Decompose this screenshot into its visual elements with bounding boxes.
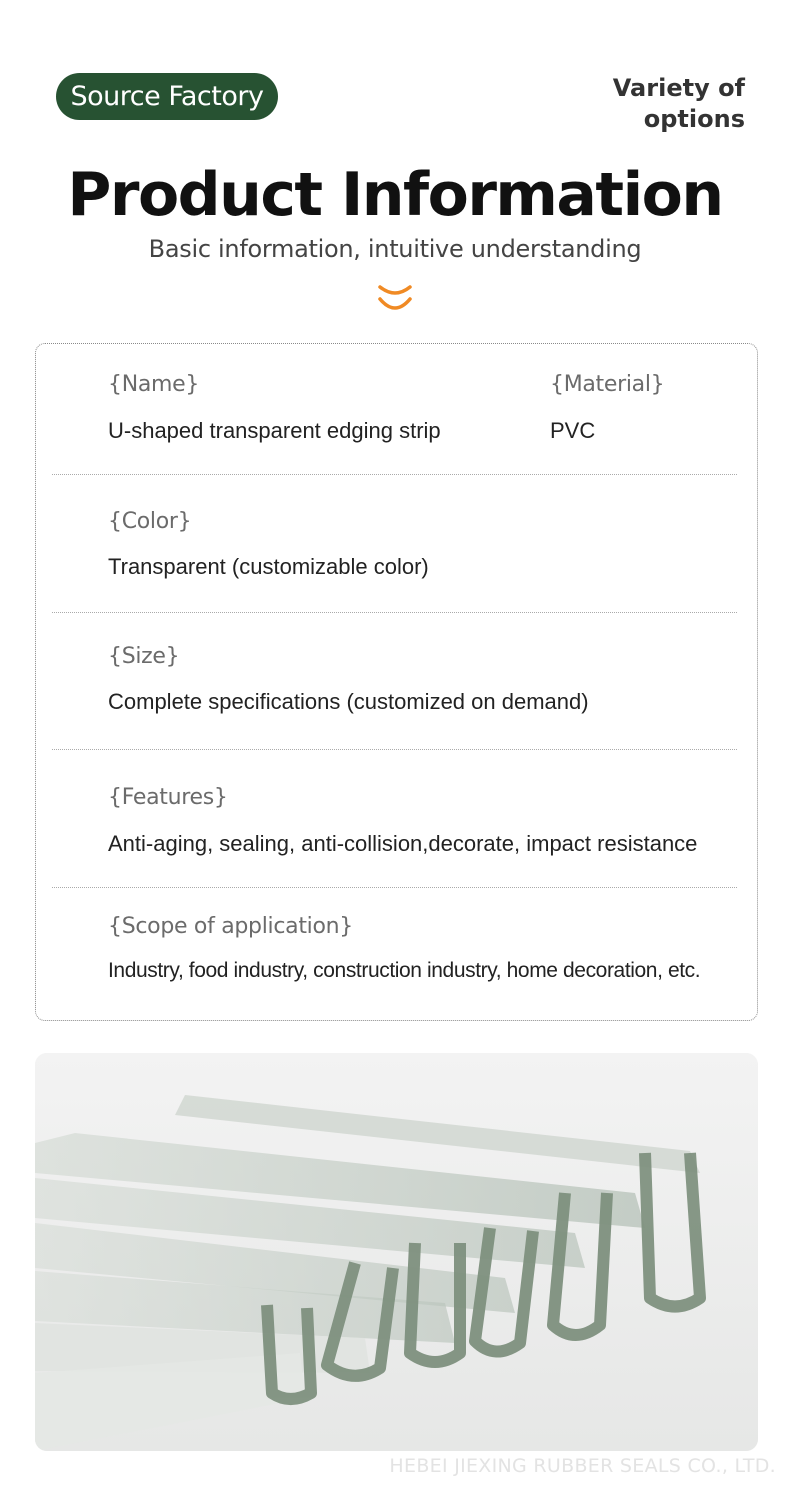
color-label: {Color} bbox=[108, 509, 192, 534]
scope-value: Industry, food industry, construction industry, home decoration, etc. bbox=[108, 959, 701, 982]
features-label: {Features} bbox=[108, 785, 228, 810]
material-label: {Material} bbox=[550, 372, 665, 397]
info-row-color bbox=[52, 474, 737, 613]
info-row-features bbox=[52, 749, 737, 888]
product-info-card bbox=[35, 343, 758, 1021]
double-chevron-down-icon bbox=[375, 283, 415, 317]
name-label: {Name} bbox=[108, 372, 200, 397]
page-subtitle: Basic information, intuitive understanding bbox=[148, 235, 642, 263]
company-watermark: HEBEI JIEXING RUBBER SEALS CO., LTD. bbox=[389, 1455, 776, 1477]
info-row-name-material bbox=[52, 344, 737, 475]
features-value: Anti-aging, sealing, anti-collision,decorate, impact resistance bbox=[108, 831, 698, 856]
info-row-scope bbox=[52, 887, 737, 1017]
variety-tagline bbox=[585, 73, 745, 135]
name-value: U-shaped transparent edging strip bbox=[108, 418, 441, 443]
tagline-line-1: Variety of bbox=[612, 74, 745, 102]
tagline-line-2: options bbox=[643, 105, 745, 133]
info-row-size bbox=[52, 612, 737, 750]
size-value: Complete specifications (customized on demand) bbox=[108, 689, 589, 714]
u-strip-illustration bbox=[35, 1053, 758, 1451]
product-photo bbox=[35, 1053, 758, 1451]
page-title: Product Information bbox=[67, 160, 723, 230]
scope-label: {Scope of application} bbox=[108, 914, 353, 939]
material-value: PVC bbox=[550, 418, 596, 443]
source-factory-badge: Source Factory bbox=[56, 73, 278, 120]
color-value: Transparent (customizable color) bbox=[108, 554, 429, 579]
size-label: {Size} bbox=[108, 644, 180, 669]
